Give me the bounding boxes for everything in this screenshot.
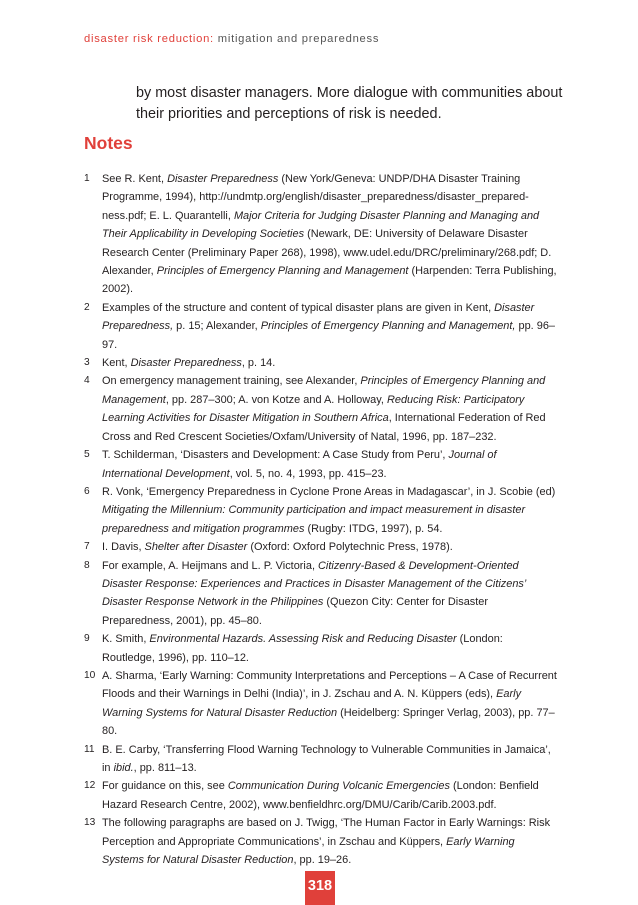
note-text: , pp. 19–26. (293, 854, 352, 867)
note-text: (Oxford: Oxford Polytechnic Press, 1978). (247, 541, 453, 554)
note-title-italic: Disaster Preparedness (167, 173, 279, 185)
note-title-italic: Principles of Emergency Planning and Management, (260, 320, 516, 333)
note-title-italic: Reducing Risk: Participatory Learning Activities for Disaster Mitigation in Southern Africa (102, 393, 525, 425)
note-item (84, 814, 558, 869)
note-text: B. E. Carby, ‘Transferring Flood Warning Technology to Vulnerable Communities in Jamaica’, in (102, 743, 551, 774)
note-text: For example, A. Heijmans and L. P. Victoria, (102, 559, 319, 572)
note-text: (Rugby: ITDG, 1997), p. 54. (304, 522, 443, 535)
note-text: The following paragraphs are based on J. Twigg, ‘The Human Factor in Early Warnings: Risk Perception and Appropriate Communications’, in Zschau and Küppers, (102, 817, 551, 848)
note-title-italic: Major Criteria for Judging Disaster Planning and Managing and Their Applicability in Developing Societies (102, 209, 540, 241)
note-text: R. Vonk, ‘Emergency Preparedness in Cyclone Prone Areas in Madagascar’, in J. Scobie (ed) (102, 485, 556, 498)
note-number: 11 (84, 743, 95, 755)
note-item (84, 299, 558, 354)
note-item (84, 557, 558, 631)
note-number: 12 (84, 780, 96, 792)
note-number: 8 (84, 559, 90, 571)
note-title-italic: Communication During Volcanic Emergencies (227, 780, 450, 793)
note-text: For guidance on this, see (102, 780, 228, 793)
intro-paragraph: by most disaster managers. More dialogue with communities about their priorities and perceptions of risk is needed. (136, 85, 563, 122)
note-item (84, 446, 558, 483)
note-title-italic: Early Warning Systems for Natural Disaster Reduction (102, 835, 515, 867)
note-text: , vol. 5, no. 4, 1993, pp. 415–23. (229, 467, 387, 480)
note-text: , International Federation of Red Cross and Red Crescent Societies/Oxfam/University of Natal, 1996, pp. 187–232. (102, 412, 546, 443)
note-text: I. Davis, (102, 541, 145, 554)
note-item (84, 630, 558, 667)
note-text: T. Schilderman, ‘Disasters and Development: A Case Study from Peru’, (102, 449, 449, 462)
note-number: 13 (84, 817, 96, 829)
note-title-italic: Mitigating the Millennium: Community participation and impact measurement in disaster preparedness and mitigation programmes (102, 504, 526, 535)
note-number: 9 (84, 633, 90, 645)
note-text: p. 15; Alexander, (173, 320, 261, 333)
note-item (84, 777, 558, 814)
notes-heading: Notes (84, 133, 133, 153)
note-text: Kent, (102, 357, 131, 370)
note-title-italic: ibid. (113, 762, 134, 774)
note-number: 6 (84, 485, 90, 497)
note-title-italic: Principles of Emergency Planning and Management (102, 375, 546, 406)
note-title-italic: Principles of Emergency Planning and Management (156, 265, 409, 278)
note-title-italic: Early Warning Systems for Natural Disaster Reduction (102, 688, 522, 719)
note-text: K. Smith, (102, 633, 150, 646)
note-title-italic: Disaster Preparedness, (102, 301, 535, 333)
note-number: 1 (84, 173, 90, 184)
note-text: (New York/Geneva: UNDP/DHA Disaster Training Programme, 1994), http://undmtp.org/english/disaster_preparedness/disaster_prepared-ness.pdf; E. L. Quarantelli, (102, 173, 529, 222)
note-text: (London: Benfield Hazard Research Centre, 2002), www.benfieldhrc.org/DMU/Carib/Carib.2003.pdf. (102, 780, 539, 811)
note-text: Examples of the structure and content of typical disaster plans are given in Kent, (102, 301, 495, 314)
note-item (84, 538, 558, 556)
note-text: On emergency management training, see Alexander, (102, 375, 361, 388)
running-header-subtitle: mitigation and preparedness (213, 33, 380, 45)
note-title-italic: Journal of International Development (102, 449, 497, 480)
note-text: A. Sharma, ‘Early Warning: Community Interpretations and Perceptions – A Case of Recurrent Floods and their Warnings in Delhi (India)’, in J. Zschau and A. N. Küppers (eds), (102, 669, 557, 701)
note-number: 10 (84, 669, 96, 681)
note-item (84, 483, 558, 538)
note-text: See R. Kent, (102, 173, 168, 185)
note-item (84, 741, 558, 778)
note-text: (London: Routledge, 1996), pp. 110–12. (102, 633, 503, 664)
note-number: 4 (84, 375, 90, 387)
page-number-badge: 318 (305, 871, 335, 905)
notes-list (84, 170, 558, 869)
note-item (84, 354, 558, 372)
note-title-italic: Disaster Preparedness (130, 357, 242, 370)
note-text: (Heidelberg: Springer Verlag, 2003), pp. 77–80. (102, 706, 555, 738)
note-title-italic: Shelter after Disaster (144, 541, 248, 554)
note-number: 3 (84, 357, 90, 369)
note-title-italic: Environmental Hazards. Assessing Risk and Reducing Disaster (149, 633, 457, 646)
note-text: pp. 96–97. (102, 320, 555, 351)
note-text: , pp. 287–300; A. von Kotze and A. Holloway, (165, 393, 387, 406)
note-text: (Harpenden: Terra Publishing, 2002). (102, 265, 557, 296)
note-number: 7 (84, 541, 90, 553)
note-number: 2 (84, 301, 90, 313)
note-number: 5 (84, 449, 90, 461)
note-item (84, 372, 558, 446)
note-text: , pp. 811–13. (133, 762, 197, 774)
note-text: , p. 14. (241, 357, 276, 370)
note-title-italic: Citizenry-Based & Development-Oriented Disaster Response: Experiences and Practices in Disaster Management of the Citizens’ Disaster Response Network in the Philippines (102, 559, 526, 609)
note-item (84, 667, 558, 741)
running-header (84, 33, 379, 45)
running-header-section: disaster risk reduction: (84, 33, 214, 45)
note-text: (Quezon City: Center for Disaster Preparedness, 2001), pp. 45–80. (102, 596, 489, 627)
note-text: (Newark, DE: University of Delaware Disaster Research Center (Preliminary Paper 268), 1998), www.udel.edu/DRC/preliminary/268.pdf; D. Alexander, (102, 228, 552, 278)
note-item (84, 170, 558, 299)
